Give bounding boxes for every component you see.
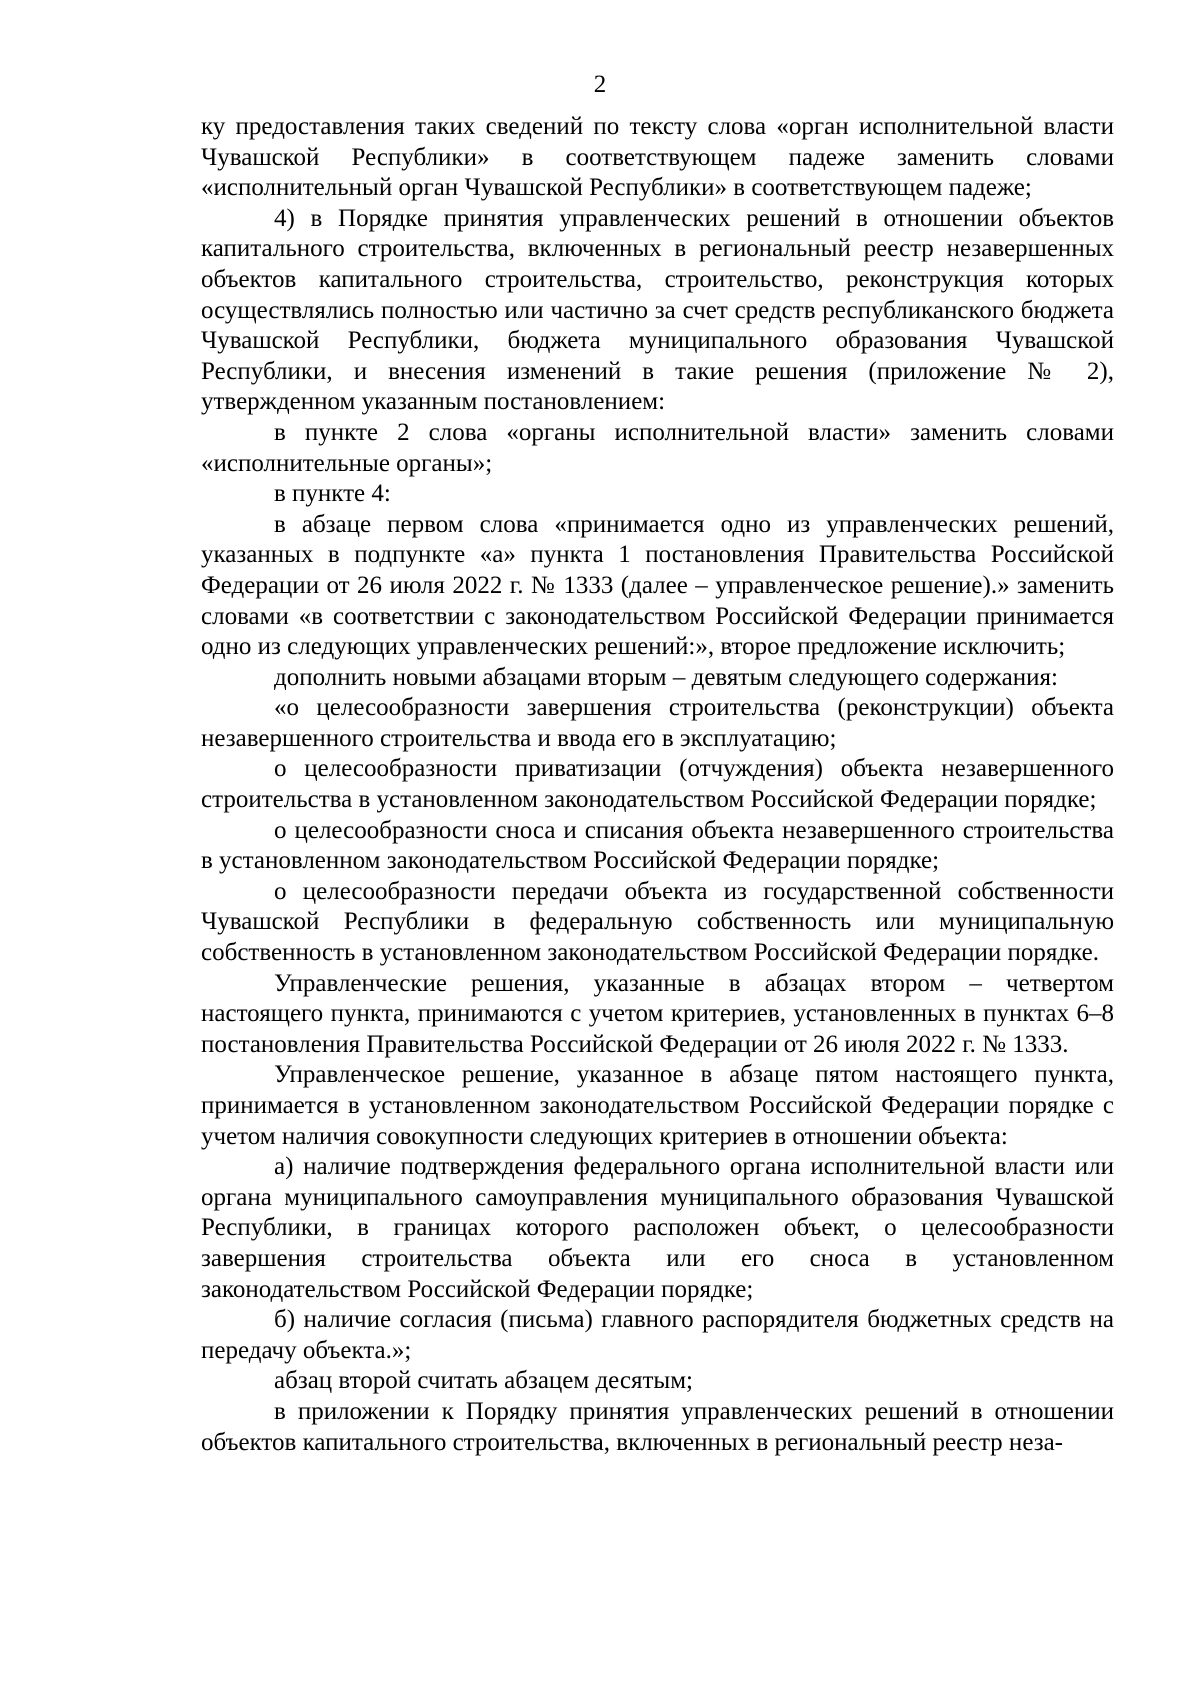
paragraph-decision-privatization: о целесообразности приватизации (отчуждения) объекта незавершенного строительства в установленном законодательством Российской Федерации порядке; bbox=[201, 755, 1114, 814]
page-number: 2 bbox=[593, 71, 607, 98]
paragraph-decision-transfer: о целесообразности передачи объекта из государственной собственности Чувашской Республики в федеральную собственность или муниципальную собственность в установленном законодательством Российской Федерации порядке. bbox=[201, 877, 1114, 967]
paragraph-point-4: в пункте 4: bbox=[274, 480, 391, 508]
document-body bbox=[201, 112, 1114, 1458]
paragraph-abzac-renumber: абзац второй считать абзацем десятым; bbox=[274, 1367, 693, 1395]
paragraph-continuation: ку предоставления таких сведений по тексту слова «орган исполнительной власти Чувашской Республики» в соответствующем падеже заменить словами «исполнительный орган Чувашской Республики» в соответствующем падеже; bbox=[201, 113, 1114, 202]
paragraph-criteria-5: Управленческое решение, указанное в абзаце пятом настоящего пункта, принимается в установленном законодательством Российской Федерации порядке с учетом наличия совокупности следующих критериев в отношении объекта: bbox=[201, 1061, 1114, 1150]
paragraph-point-2: в пункте 2 слова «органы исполнительной власти» заменить словами «исполнительные органы»; bbox=[201, 418, 1114, 477]
paragraph-criteria-2-4: Управленческие решения, указанные в абзацах втором – четвертом настоящего пункта, принимаются с учетом критериев, установленных в пунктах 6–8 постановления Правительства Российской Федерации от 26 июля 2022 г. № 1333. bbox=[201, 969, 1114, 1058]
paragraph-decision-completion: «о целесообразности завершения строительства (реконструкции) объекта незавершенного строительства и ввода его в эксплуатацию; bbox=[201, 694, 1114, 752]
paragraph-criterion-b: б) наличие согласия (письма) главного распорядителя бюджетных средств на передачу объекта.»; bbox=[201, 1306, 1114, 1364]
paragraph-criterion-a: а) наличие подтверждения федерального органа исполнительной власти или органа муниципального самоуправления муниципального образования Чувашской Республики, в границах которого расположен объект, о целесообразности завершения строительства объекта или его сноса в установленном законодательством Российской Федерации порядке; bbox=[201, 1153, 1114, 1303]
paragraph-appendix: в приложении к Порядку принятия управленческих решений в отношении объектов капитального строительства, включенных в региональный реестр неза- bbox=[201, 1397, 1114, 1456]
paragraph-supplement: дополнить новыми абзацами вторым – девятым следующего содержания: bbox=[274, 663, 1058, 691]
paragraph-abzac-1: в абзаце первом слова «принимается одно из управленческих решений, указанных в подпункте «а» пункта 1 постановления Правительства Российской Федерации от 26 июля 2022 г. № 1333 (далее – управленческое решение).» заменить словами «в соответствии с законодательством Российской Федерации принимается одно из следующих управленческих решений:», второе предложение исключить; bbox=[201, 510, 1114, 661]
paragraph-item-4: 4) в Порядке принятия управленческих решений в отношении объектов капитального строительства, включенных в региональный реестр незавершенных объектов капитального строительства, строительство, реконструкция которых осуществлялись полностью или частично за счет средств республиканского бюджета Чувашской Республики, бюджета муниципального образования Чувашской Республики, и внесения изменений в такие решения (приложение № 2), утвержденном указанным постановлением: bbox=[201, 204, 1114, 416]
paragraph-decision-demolition: о целесообразности сноса и списания объекта незавершенного строительства в установленном законодательством Российской Федерации порядке; bbox=[201, 816, 1114, 875]
